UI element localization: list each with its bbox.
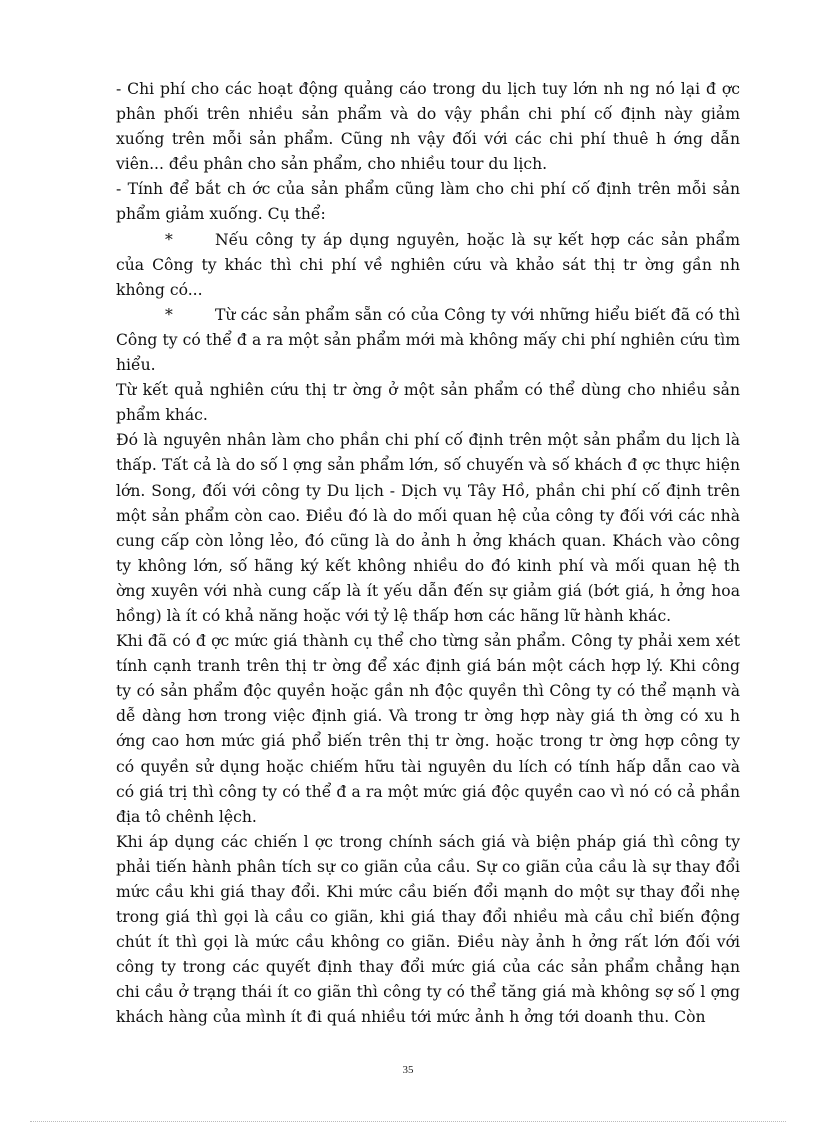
bullet-text: Từ các sản phẩm sẵn có của Công ty với những hiểu biết đã có thì Công ty có thể đ a ra một sản phẩm mới mà không mấy chi phí nghiên cứu tìm hiểu.: [116, 305, 740, 375]
bullet-star: *: [165, 230, 173, 249]
paragraph-advertising-costs: - Chi phí cho các hoạt động quảng cáo trong du lịch tuy lớn nh ng nó lại đ ợc phân phối trên nhiều sản phẩm và do vậy phần chi phí cố định này giảm xuống trên mỗi sản phẩm. Cũng nh vậy đối với các chi phí thuê h ớng dẫn viên... đều phân cho sản phẩm, cho nhiều tour du lịch.: [116, 80, 740, 174]
document-body: [116, 77, 740, 1031]
footer-divider: [30, 1121, 786, 1122]
bullet-item-1: [116, 228, 740, 303]
paragraph-competitive-pricing: Khi đã có đ ợc mức giá thành cụ thể cho từng sản phẩm. Công ty phải xem xét tính cạnh tranh trên thị tr ờng để xác định giá bán một cách hợp lý. Khi công ty có sản phẩm độc quyền hoặc gần nh độc quyền thì Công ty có thể mạnh và dễ dàng hơn trong việc định giá. Và trong tr ờng hợp này giá th ờng có xu h ớng cao hơn mức giá phổ biến trên thị tr ờng. hoặc trong tr ờng hợp công ty có quyền sử dụng hoặc chiếm hữu tài nguyên du lích có tính hấp dẫn cao và có giá trị thì công ty có thể đ a ra một mức giá độc quyền cao vì nó có cả phần địa tô chênh lệch.: [116, 632, 740, 826]
paragraph-imitation: - Tính để bắt ch ớc của sản phẩm cũng làm cho chi phí cố định trên mỗi sản phẩm giảm xuống. Cụ thể:: [116, 180, 740, 224]
paragraph-market-research: Từ kết quả nghiên cứu thị tr ờng ở một sản phẩm có thể dùng cho nhiều sản phẩm khác.: [116, 381, 740, 425]
paragraph-fixed-cost: Đó là nguyên nhân làm cho phần chi phí cố định trên một sản phẩm du lịch là thấp. Tất cả là do số l ợng sản phẩm lớn, số chuyến và số khách đ ợc thực hiện lớn. Song, đối với công ty Du lịch - Dịch vụ Tây Hồ, phần chi phí cố định trên một sản phẩm còn cao. Điều đó là do mối quan hệ của công ty đối với các nhà cung cấp còn lỏng lẻo, đó cũng là do ảnh h ởng khách quan. Khách vào công ty không lớn, số hãng ký kết không nhiều do đó kinh phí và mối quan hệ th ờng xuyên với nhà cung cấp là ít yếu dẫn đến sự giảm giá (bớt giá, h ởng hoa hồng) là ít có khả năng hoặc với tỷ lệ thấp hơn các hãng lữ hành khác.: [116, 431, 740, 625]
page-number: 35: [402, 1064, 414, 1076]
bullet-text: Nếu công ty áp dụng nguyên, hoặc là sự kết hợp các sản phẩm của Công ty khác thì chi phí về nghiên cứu và khảo sát thị tr ờng gần nh không có...: [116, 230, 740, 299]
bullet-item-2: [116, 303, 740, 378]
paragraph-price-elasticity: Khi áp dụng các chiến l ợc trong chính sách giá và biện pháp giá thì công ty phải tiến hành phân tích sự co giãn của cầu. Sự co giãn của cầu là sự thay đổi mức cầu khi giá thay đổi. Khi mức cầu biến đổi mạnh do một sự thay đổi nhẹ trong giá thì gọi là cầu co giãn, khi giá thay đổi nhiều mà cầu chỉ biến động chút ít thì gọi là mức cầu không co giãn. Điều này ảnh h ởng rất lớn đối với công ty trong các quyết định thay đổi mức giá của các sản phẩm chẳng hạn chi cầu ở trạng thái ít co giãn thì công ty có thể tăng giá mà không sợ số l ợng khách hàng của mình ít đi quá nhiều tới mức ảnh h ởng tới doanh thu. Còn: [116, 832, 740, 1027]
bullet-star: *: [165, 305, 173, 324]
